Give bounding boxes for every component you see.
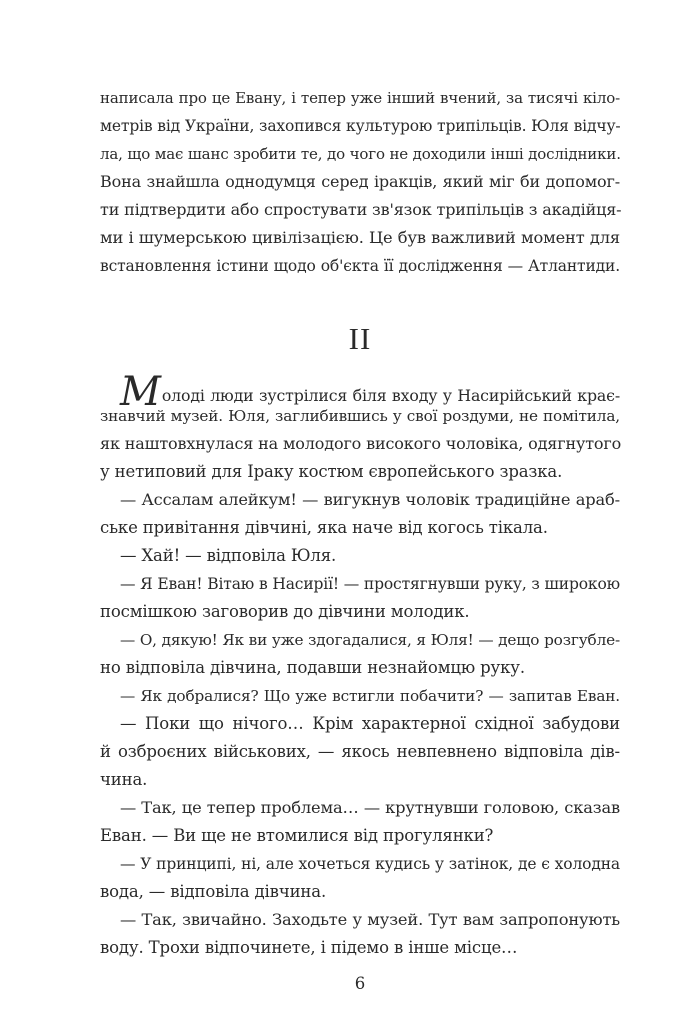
text-line: як наштовхнулася на молодого високого чоловіка, одягнутого xyxy=(100,434,622,453)
text-line: вода, — відповіла дівчина. xyxy=(100,882,327,901)
dialogue-line: — Хай! — відповіла Юля. xyxy=(120,546,337,565)
text-line: й озброєних військових, — якось невпевнено відповіла дів- xyxy=(100,742,620,761)
text-line: ла, що має шанс зробити те, до чого не доходили інші дослідники. xyxy=(100,145,621,163)
dialogue-line: — У принципі, ні, але хочеться кудись у затінок, де є холодна xyxy=(120,855,620,873)
text-line: знавчий музей. Юля, заглибившись у свої роздуми, не помітила, xyxy=(100,407,620,425)
text-line: ти підтвердити або спростувати зв'язок трипільців з акадійця- xyxy=(100,200,622,219)
chapter-heading: II xyxy=(348,321,372,356)
drop-cap: М xyxy=(120,369,161,415)
text-line: Вона знайшла однодумця серед іракців, який міг би допомог- xyxy=(100,172,620,191)
dialogue-line: — Так, звичайно. Заходьте у музей. Тут вам запропонують xyxy=(120,910,620,929)
text-line: ми і шумерською цивілізацією. Це був важливий момент для xyxy=(100,228,620,247)
dialogue-line: — Так, це тепер проблема… — крутнувши головою, сказав xyxy=(120,798,620,817)
text-line: встановлення істини щодо об'єкта її дослідження — Атлантиди. xyxy=(100,257,620,275)
page-number: 6 xyxy=(354,974,366,993)
text-line: метрів від України, захопився культурою трипільців. Юля відчу- xyxy=(100,117,621,135)
text-line: воду. Трохи відпочинете, і підемо в інше місце… xyxy=(100,938,518,957)
dialogue-line: — О, дякую! Як ви уже здогадалися, я Юля! — дещо розгублe- xyxy=(120,631,620,649)
text-line: написала про це Евану, і тепер уже інший вчений, за тисячі кіло- xyxy=(100,89,620,107)
dialogue-line: — Як добралися? Що уже встигли побачити? — запитав Еван. xyxy=(120,687,620,705)
dialogue-line: — Поки що нічого… Крім характерної східної забудови xyxy=(120,714,620,733)
text-line: ське привітання дівчині, яка наче від когось тікала. xyxy=(100,518,548,537)
first-line xyxy=(120,369,620,415)
dialogue-line: — Ассалам алейкум! — вигукнув чоловік традиційне араб- xyxy=(120,490,620,509)
text-line: Еван. — Ви ще не втомилися від прогулянки? xyxy=(100,826,494,845)
first-line-text: олоді люди зустрілися біля входу у Насирійський крає- xyxy=(161,386,620,405)
text-line: у нетиповий для Іраку костюм європейського зразка. xyxy=(100,462,563,481)
dialogue-line: — Я Еван! Вітаю в Насирії! — простягнувши руку, з широкою xyxy=(120,575,620,593)
text-line: но відповіла дівчина, подавши незнайомцю руку. xyxy=(100,658,525,677)
book-page xyxy=(100,84,622,993)
text-line: чина. xyxy=(100,770,148,789)
text-line: посмішкою заговорив до дівчини молодик. xyxy=(100,602,470,621)
